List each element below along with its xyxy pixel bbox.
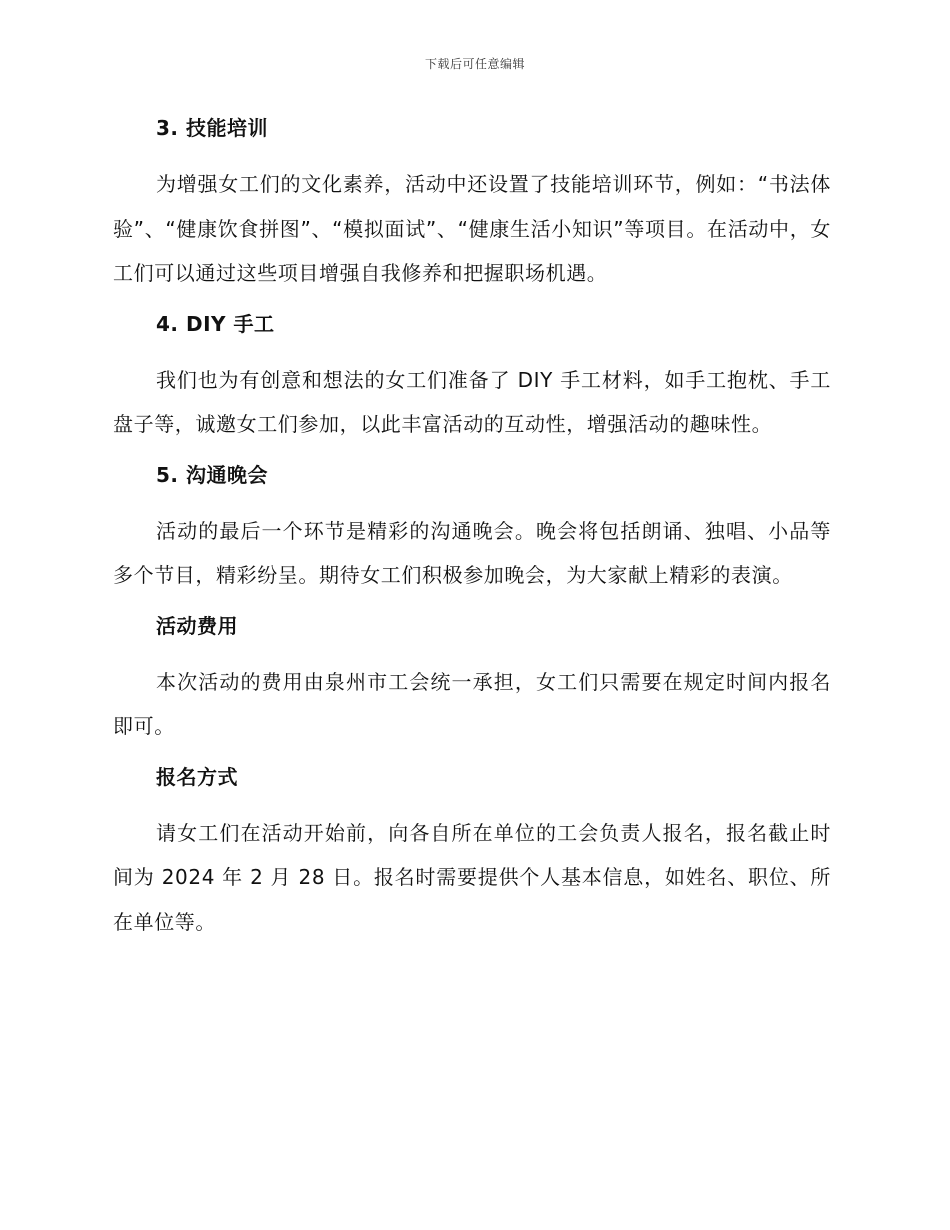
section-heading: 5. 沟通晚会 — [156, 462, 268, 487]
section-skill-training — [113, 110, 831, 306]
section-paragraph: 我们也为有创意和想法的女工们准备了 DIY 手工材料，如手工抱枕、手工盘子等，诚邀女工们参加，以此丰富活动的互动性，增强活动的趣味性。 — [113, 367, 831, 436]
header-note: 下载后可任意编辑 — [424, 57, 525, 71]
section-paragraph: 为增强女工们的文化素养，活动中还设置了技能培训环节，例如：“书法体验”、“健康饮食拼图”、“模拟面试”、“健康生活小知识”等项目。在活动中，女工们可以通过这些项目增强自我修养和把握职场机遇。 — [113, 172, 831, 285]
document-body — [113, 110, 831, 944]
section-heading: 报名方式 — [156, 764, 238, 789]
section-paragraph: 活动的最后一个环节是精彩的沟通晚会。晚会将包括朗诵、独唱、小品等多个节目，精彩纷呈。期待女工们积极参加晚会，为大家献上精彩的表演。 — [113, 518, 831, 587]
section-heading: 4. DIY 手工 — [156, 311, 275, 336]
section-registration — [113, 759, 831, 945]
section-evening-party — [113, 457, 831, 608]
section-activity-cost — [113, 608, 831, 759]
section-paragraph: 请女工们在活动开始前，向各自所在单位的工会负责人报名，报名截止时间为 2024 年 2 月 28 日。报名时需要提供个人基本信息，如姓名、职位、所在单位等。 — [113, 820, 831, 934]
section-heading: 3. 技能培训 — [156, 116, 268, 140]
section-heading: 活动费用 — [156, 613, 238, 638]
section-diy-craft — [113, 306, 831, 457]
section-paragraph: 本次活动的费用由泉州市工会统一承担，女工们只需要在规定时间内报名即可。 — [113, 669, 831, 738]
